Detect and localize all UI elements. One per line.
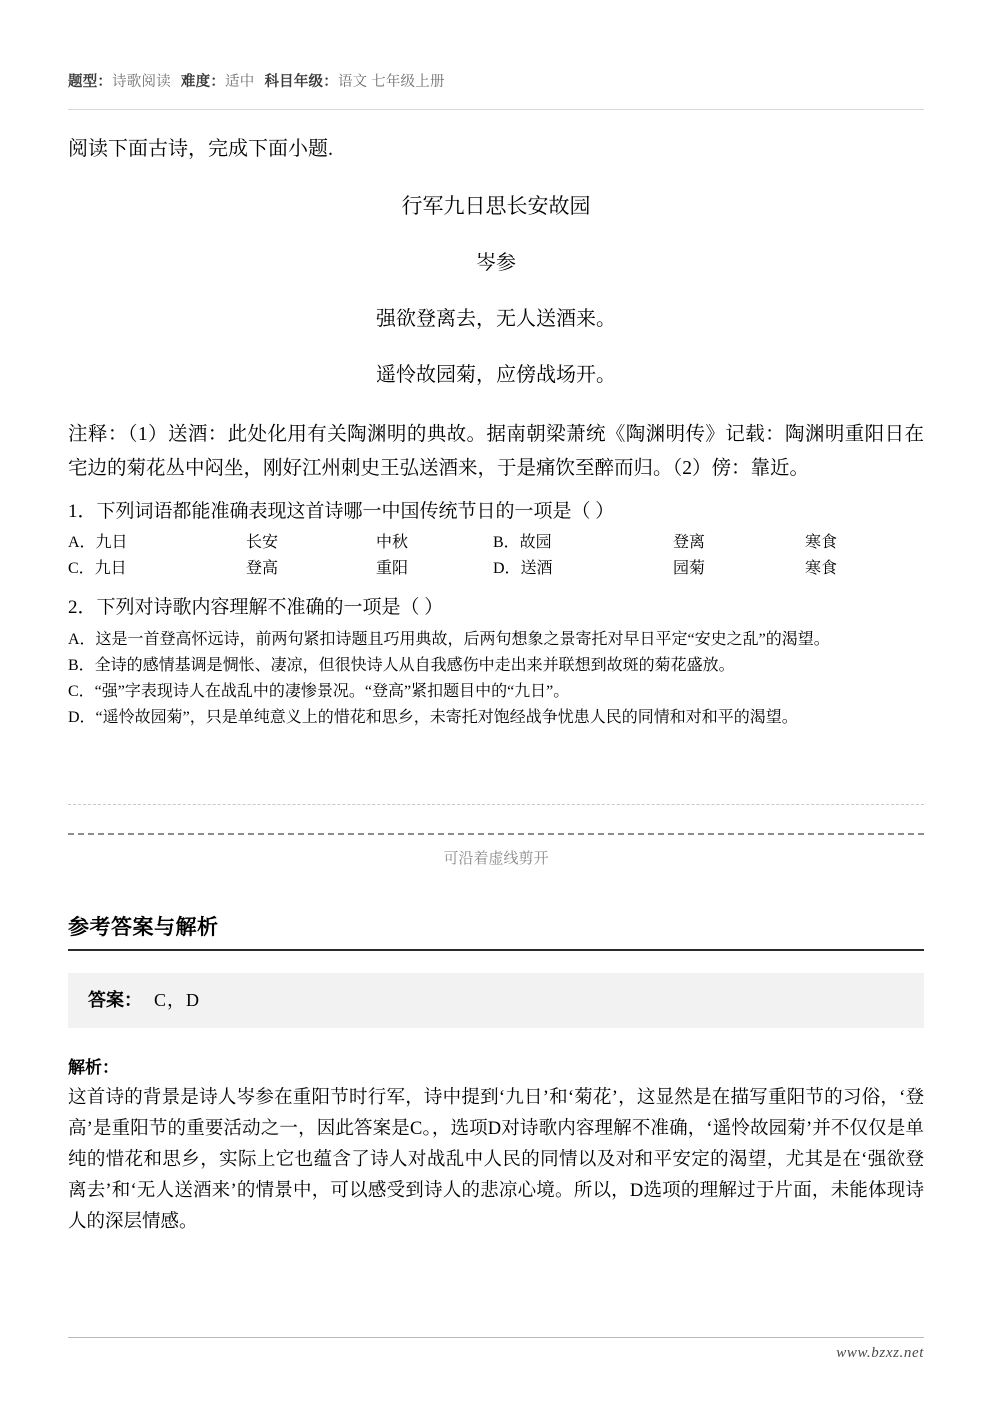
- footer-divider: [68, 1337, 924, 1338]
- explanation-label: 解析：: [68, 1058, 119, 1077]
- cut-line-zone: [68, 804, 924, 870]
- document-meta-line: [68, 0, 924, 92]
- meta-difficulty-label: 难度：: [180, 74, 226, 90]
- table-row: [68, 556, 924, 582]
- option-d-label[interactable]: D．送酒: [493, 560, 553, 577]
- cut-line-thin: [68, 804, 924, 805]
- option-b-word-3[interactable]: 寒食: [805, 534, 838, 551]
- instruction-text: 阅读下面古诗，完成下面小题.: [68, 138, 333, 160]
- answer-label: 答案：: [88, 990, 142, 1010]
- cut-line-label: 可沿着虚线剪开: [443, 851, 549, 867]
- header-divider: [68, 109, 924, 110]
- answer-section-divider: [68, 949, 924, 951]
- question-2-option-a[interactable]: A．这是一首登高怀远诗，前两句紧扣诗题且巧用典故，后两句想象之景寄托对早日平定“安史之乱”的渴望。: [68, 631, 830, 648]
- option-d-word-3[interactable]: 寒食: [805, 560, 838, 577]
- option-c-word-3[interactable]: 重阳: [376, 560, 409, 577]
- question-2-options: [68, 627, 924, 730]
- meta-type-label: 题型：: [68, 74, 113, 90]
- option-b-word-2[interactable]: 登离: [673, 534, 706, 551]
- poem-annotation: 注释：（1）送酒：此处化用有关陶渊明的典故。据南朝梁萧统《陶渊明传》记载：陶渊明重阳日在宅边的菊花丛中闷坐，刚好江州刺史王弘送酒来，于是痛饮至醉而归。（2）傍：靠近。: [68, 424, 924, 479]
- option-a-word-3[interactable]: 中秋: [376, 534, 409, 551]
- meta-subject-label: 科目年级：: [264, 74, 338, 90]
- answer-section-heading: 参考答案与解析: [68, 915, 219, 939]
- question-2-stem: 2．下列对诗歌内容理解不准确的一项是（ ）: [68, 597, 444, 618]
- option-d-word-2[interactable]: 园菊: [673, 560, 706, 577]
- meta-type-value: 诗歌阅读: [112, 74, 171, 90]
- question-1-options-grid: [68, 530, 924, 582]
- question-2-option-b[interactable]: B．全诗的感情基调是惆怅、凄凉，但很快诗人从自我感伤中走出来并联想到故斑的菊花盛放。: [68, 657, 735, 674]
- poem-line-1: 强欲登离去，无人送酒来。: [376, 308, 616, 330]
- question-2-option-d[interactable]: D．“遥怜故园菊”，只是单纯意义上的惜花和思乡，未寄托对饱经战争忧患人民的同情和对和平的渴望。: [68, 709, 798, 726]
- question-2-option-c[interactable]: C．“强”字表现诗人在战乱中的凄惨景况。“登高”紧扣题目中的“九日”。: [68, 683, 570, 700]
- option-c-label[interactable]: C．九日: [68, 560, 127, 577]
- option-a-word-2[interactable]: 长安: [246, 534, 279, 551]
- option-b-label[interactable]: B．故园: [493, 534, 552, 551]
- explanation-text: 这首诗的背景是诗人岑参在重阳节时行军，诗中提到‘九日’和‘菊花’，这显然是在描写重阳节的习俗，‘登高’是重阳节的重要活动之一，因此答案是C。，选项D对诗歌内容理解不准确，‘遥怜故园菊’并不仅仅是单纯的惜花和思乡，实际上它也蕴含了诗人对战乱中人民的同情以及对和平安定的渴望，尤其是在‘强欲登离去’和‘无人送酒来’的情景中，可以感受到诗人的悲凉心境。所以，D选项的理解过于片面，未能体现诗人的深层情感。: [68, 1088, 924, 1232]
- meta-subject-value: 语文 七年级上册: [337, 74, 445, 90]
- option-a-label[interactable]: A．九日: [68, 534, 128, 551]
- answer-value: C，D: [154, 990, 201, 1010]
- meta-difficulty-value: 适中: [225, 74, 255, 90]
- option-c-word-2[interactable]: 登高: [246, 560, 279, 577]
- answer-box: [68, 973, 924, 1028]
- table-row: [68, 530, 924, 556]
- question-1-stem: 1．下列词语都能准确表现这首诗哪一中国传统节日的一项是（ ）: [68, 501, 615, 522]
- poem-title: 行军九日思长安故园: [401, 194, 591, 218]
- cut-line-bold: [68, 833, 924, 835]
- poem-author: 岑参: [476, 252, 516, 274]
- poem-line-2: 遥怜故园菊，应傍战场开。: [376, 364, 616, 386]
- footer-url: www.bzxz.net: [836, 1345, 924, 1361]
